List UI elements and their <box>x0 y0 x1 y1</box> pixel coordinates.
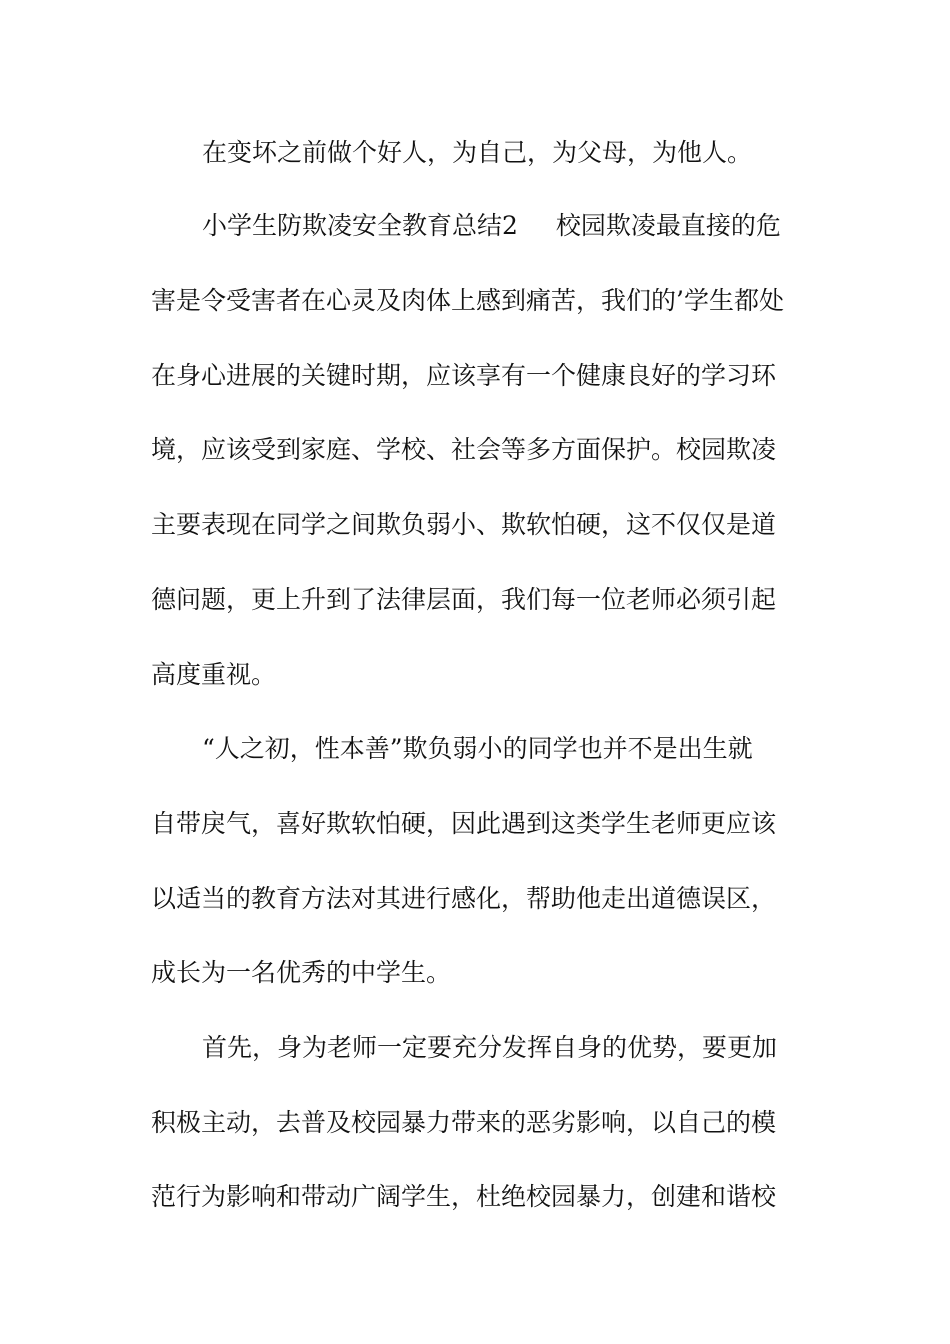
paragraph-line-4: 在身心进展的关键时期，应该享有一个健康良好的学习环 <box>151 361 777 390</box>
paragraph-line-12: 成长为一名优秀的中学生。 <box>151 958 452 987</box>
paragraph-line-8: 高度重视。 <box>151 660 277 689</box>
paragraph-line-10: 自带戾气，喜好欺软怕硬，因此遇到这类学生老师更应该 <box>151 809 777 838</box>
paragraph-line-13: 首先，身为老师一定要充分发挥自身的优势，要更加 <box>202 1033 778 1062</box>
paragraph-line-11: 以适当的教育方法对其进行感化，帮助他走出道德误区， <box>151 884 777 913</box>
paragraph-start: 校园欺凌最直接的危 <box>555 211 781 240</box>
paragraph-line-3: 害是令受害者在心灵及肉体上感到痛苦，我们的’学生都处 <box>151 286 784 315</box>
section-heading: 小学生防欺凌安全教育总结2 <box>202 211 518 240</box>
paragraph-line-7: 德问题，更上升到了法律层面，我们每一位老师必须引起 <box>151 585 777 614</box>
paragraph-line-6: 主要表现在同学之间欺负弱小、欺软怕硬，这不仅仅是道 <box>151 510 777 539</box>
paragraph-line-15: 范行为影响和带动广阔学生，杜绝校园暴力，创建和谐校 <box>151 1182 777 1211</box>
paragraph-line-5: 境，应该受到家庭、学校、社会等多方面保护。校园欺凌 <box>151 435 777 464</box>
paragraph-line-14: 积极主动，去普及校园暴力带来的恶劣影响，以自己的模 <box>151 1108 777 1137</box>
paragraph-line-9: “人之初，性本善”欺负弱小的同学也并不是出生就 <box>202 734 753 763</box>
paragraph-line-1: 在变坏之前做个好人，为自己，为父母，为他人。 <box>202 138 753 167</box>
paragraph-line-2 <box>202 206 812 246</box>
